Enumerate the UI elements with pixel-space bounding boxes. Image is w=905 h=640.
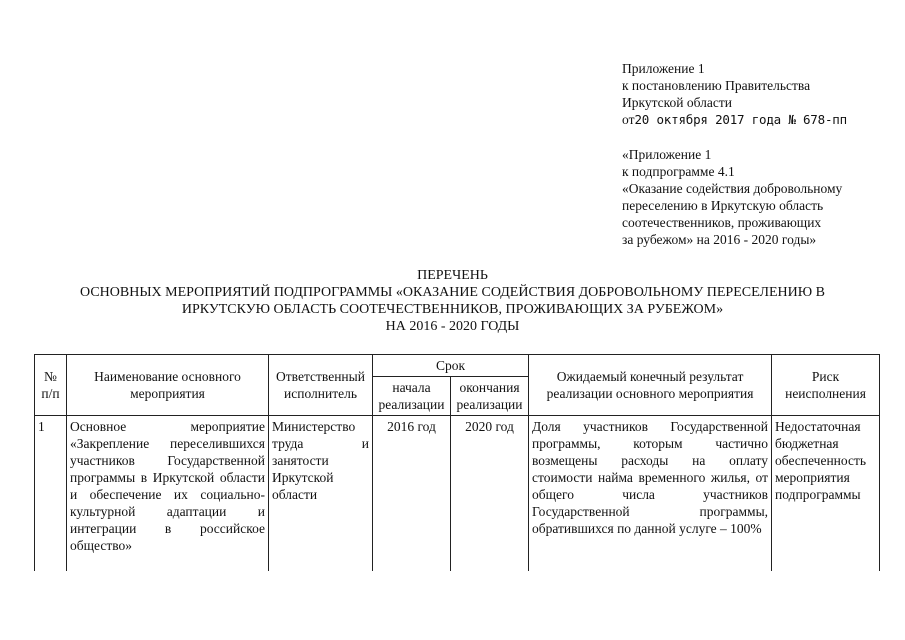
appendix-quote-line: переселению в Иркутскую область (622, 198, 824, 213)
appendix-quote (622, 146, 842, 248)
resolution-date: 20 октября 2017 года № 678-пп (634, 112, 847, 127)
appendix-quote-line: «Оказание содействия добровольному (622, 181, 843, 196)
header-risk: Риск неисполнения (772, 355, 880, 416)
appendix-quote-line: за рубежом» на 2016 - 2020 годы» (622, 232, 817, 247)
cell-expected-result: Доля участников Государственной программы, которым частично возмещены расходы на оплату стоимости найма временного жилья, от общего числа участников Государственной программы, обратившихся по данной услуге – 100% (529, 416, 772, 572)
title-line: ИРКУТСКУЮ ОБЛАСТЬ СООТЕЧЕСТВЕННИКОВ, ПРОЖИВАЮЩИХ ЗА РУБЕЖОМ» (181, 302, 724, 317)
cell-activity-name: Основное мероприятие «Закрепление переселившихся участников Государственной программы в Иркутской области и обеспечение их социально-культурной адаптации и интеграции в российское общество» (67, 416, 269, 572)
appendix-line: к постановлению Правительства (622, 78, 811, 93)
header-term-start: начала реализации (373, 377, 451, 416)
cell-term-start: 2016 год (373, 416, 451, 572)
header-number: № п/п (35, 355, 67, 416)
resolution-date-line (622, 111, 847, 128)
header-responsible: Ответственный исполнитель (269, 355, 373, 416)
header-activity-name: Наименование основного мероприятия (67, 355, 269, 416)
appendix-line: Приложение 1 (622, 61, 705, 76)
appendix-quote-line: «Приложение 1 (622, 147, 712, 162)
title-line: ПЕРЕЧЕНЬ (417, 268, 488, 283)
appendix-reference (622, 60, 847, 128)
cell-responsible: Министерство труда и занятости Иркутской области (269, 416, 373, 572)
document-title (20, 267, 885, 335)
appendix-quote-line: соотечественников, проживающих (622, 215, 822, 230)
table-header-row (35, 355, 880, 377)
date-prefix: от (622, 112, 635, 127)
table-row (35, 416, 880, 572)
appendix-quote-line: к подпрограмме 4.1 (622, 164, 735, 179)
activities-table (34, 354, 880, 571)
cell-term-end: 2020 год (451, 416, 529, 572)
title-line: НА 2016 - 2020 ГОДЫ (385, 319, 520, 334)
cell-risk: Недостаточная бюджетная обеспеченность мероприятия подпрограммы (772, 416, 880, 572)
header-term: Срок (373, 355, 529, 377)
header-expected-result: Ожидаемый конечный результат реализации основного мероприятия (529, 355, 772, 416)
header-term-end: окончания реализации (451, 377, 529, 416)
appendix-line: Иркутской области (622, 95, 733, 110)
title-line: ОСНОВНЫХ МЕРОПРИЯТИЙ ПОДПРОГРАММЫ «ОКАЗАНИЕ СОДЕЙСТВИЯ ДОБРОВОЛЬНОМУ ПЕРЕСЕЛЕНИЮ В (80, 285, 825, 300)
cell-number: 1 (35, 416, 67, 572)
